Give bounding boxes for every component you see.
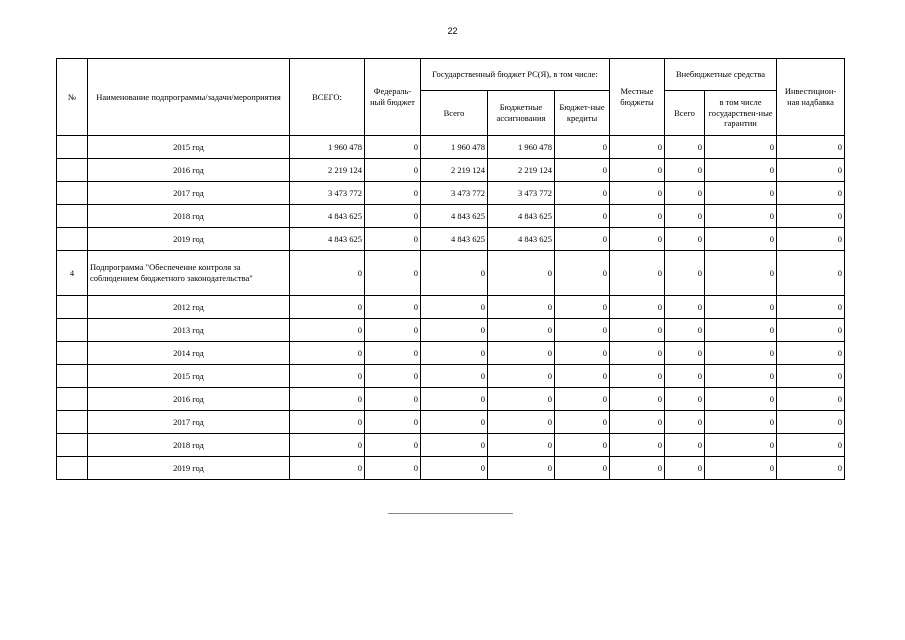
amount-cell: 0 [665,457,705,480]
amount-cell: 0 [610,411,665,434]
amount-cell: 0 [290,365,365,388]
amount-cell: 0 [610,434,665,457]
amount-cell: 0 [665,342,705,365]
amount-cell: 0 [555,457,610,480]
row-number [57,365,88,388]
amount-cell: 0 [290,388,365,411]
amount-cell: 0 [777,182,845,205]
table-row [57,365,845,388]
amount-cell: 0 [610,365,665,388]
amount-cell: 0 [555,296,610,319]
amount-cell: 4 843 625 [290,205,365,228]
amount-cell: 0 [555,319,610,342]
amount-cell: 0 [555,159,610,182]
amount-cell: 0 [421,251,488,296]
header-local-budgets: Местные бюджеты [610,59,665,136]
amount-cell: 0 [610,342,665,365]
amount-cell: 0 [488,342,555,365]
amount-cell: 1 960 478 [488,136,555,159]
subprogram-name: Подпрограмма "Обеспечение контроля за соблюдением бюджетного законодательства" [88,251,290,296]
amount-cell: 0 [665,319,705,342]
year-label: 2018 год [88,205,290,228]
row-number [57,411,88,434]
amount-cell: 0 [365,319,421,342]
year-label: 2017 год [88,182,290,205]
amount-cell: 0 [705,434,777,457]
row-number [57,182,88,205]
amount-cell: 0 [488,411,555,434]
header-investment-premium: Инвестицион-ная надбавка [777,59,845,136]
amount-cell: 0 [488,434,555,457]
amount-cell: 0 [365,136,421,159]
amount-cell: 0 [290,434,365,457]
amount-cell: 0 [421,296,488,319]
amount-cell: 0 [665,182,705,205]
amount-cell: 0 [488,365,555,388]
amount-cell: 0 [610,388,665,411]
amount-cell: 0 [555,365,610,388]
amount-cell: 0 [777,434,845,457]
table-row [57,296,845,319]
year-label: 2018 год [88,434,290,457]
amount-cell: 0 [290,411,365,434]
amount-cell: 0 [777,228,845,251]
row-number [57,342,88,365]
table-row [57,342,845,365]
amount-cell: 0 [705,182,777,205]
year-label: 2015 год [88,365,290,388]
amount-cell: 0 [421,365,488,388]
amount-cell: 0 [705,251,777,296]
amount-cell: 0 [705,205,777,228]
amount-cell: 2 219 124 [488,159,555,182]
amount-cell: 0 [488,296,555,319]
amount-cell: 0 [290,342,365,365]
row-number [57,388,88,411]
table-row [57,411,845,434]
amount-cell: 0 [665,411,705,434]
amount-cell: 0 [290,319,365,342]
amount-cell: 0 [777,342,845,365]
amount-cell: 4 843 625 [421,205,488,228]
amount-cell: 0 [665,228,705,251]
amount-cell: 0 [365,296,421,319]
amount-cell: 0 [705,228,777,251]
row-number: 4 [57,251,88,296]
header-federal-budget: Федераль-ный бюджет [365,59,421,136]
row-number [57,136,88,159]
row-number [57,434,88,457]
amount-cell: 0 [488,319,555,342]
amount-cell: 0 [555,136,610,159]
amount-cell: 3 473 772 [290,182,365,205]
amount-cell: 0 [705,136,777,159]
table-row [57,159,845,182]
year-label: 2016 год [88,388,290,411]
amount-cell: 0 [777,296,845,319]
amount-cell: 0 [777,457,845,480]
table-row [57,228,845,251]
amount-cell: 0 [610,296,665,319]
row-number [57,296,88,319]
amount-cell: 0 [665,205,705,228]
amount-cell: 0 [777,205,845,228]
amount-cell: 4 843 625 [488,228,555,251]
header-extra-guarantees: в том числе государствен-ные гарантии [705,91,777,136]
amount-cell: 0 [705,365,777,388]
amount-cell: 0 [365,434,421,457]
amount-cell: 0 [555,411,610,434]
amount-cell: 0 [421,457,488,480]
amount-cell: 0 [365,251,421,296]
table-body [57,136,845,480]
year-label: 2012 год [88,296,290,319]
amount-cell: 0 [365,205,421,228]
amount-cell: 1 960 478 [290,136,365,159]
row-number [57,159,88,182]
amount-cell: 0 [555,205,610,228]
amount-cell: 0 [555,388,610,411]
header-name: Наименование подпрограммы/задачи/мероприятия [88,59,290,136]
amount-cell: 0 [777,159,845,182]
amount-cell: 0 [610,205,665,228]
amount-cell: 0 [777,136,845,159]
amount-cell: 0 [665,159,705,182]
amount-cell: 0 [705,411,777,434]
amount-cell: 3 473 772 [488,182,555,205]
amount-cell: 2 219 124 [290,159,365,182]
amount-cell: 4 843 625 [488,205,555,228]
amount-cell: 0 [488,457,555,480]
amount-cell: 0 [665,251,705,296]
amount-cell: 0 [365,159,421,182]
amount-cell: 0 [610,159,665,182]
amount-cell: 0 [365,365,421,388]
amount-cell: 0 [777,388,845,411]
amount-cell: 0 [610,136,665,159]
amount-cell: 0 [610,319,665,342]
amount-cell: 0 [777,251,845,296]
amount-cell: 0 [665,296,705,319]
row-number [57,457,88,480]
table-row [57,205,845,228]
row-number [57,228,88,251]
table-row [57,251,845,296]
amount-cell: 0 [421,388,488,411]
header-state-total: Всего [421,91,488,136]
amount-cell: 0 [365,342,421,365]
amount-cell: 0 [705,342,777,365]
amount-cell: 0 [777,319,845,342]
amount-cell: 0 [610,251,665,296]
header-state-allocations: Бюджетные ассигнования [488,91,555,136]
amount-cell: 0 [555,342,610,365]
table-row [57,457,845,480]
header-state-budget: Государственный бюджет РС(Я), в том числе: [421,59,610,91]
amount-cell: 4 843 625 [421,228,488,251]
table-row [57,182,845,205]
amount-cell: 3 473 772 [421,182,488,205]
header-extrabudgetary: Внебюджетные средства [665,59,777,91]
amount-cell: 0 [705,319,777,342]
amount-cell: 0 [705,388,777,411]
amount-cell: 0 [290,296,365,319]
amount-cell: 0 [555,251,610,296]
amount-cell: 0 [705,296,777,319]
header-number: № [57,59,88,136]
table-row [57,434,845,457]
amount-cell: 0 [705,457,777,480]
amount-cell: 0 [555,228,610,251]
row-number [57,205,88,228]
amount-cell: 0 [365,388,421,411]
budget-table [56,58,845,480]
year-label: 2015 год [88,136,290,159]
amount-cell: 0 [421,342,488,365]
amount-cell: 0 [290,251,365,296]
header-extra-total: Всего [665,91,705,136]
year-label: 2013 год [88,319,290,342]
amount-cell: 0 [610,228,665,251]
amount-cell: 0 [421,434,488,457]
amount-cell: 0 [365,457,421,480]
amount-cell: 0 [290,457,365,480]
amount-cell: 0 [365,228,421,251]
amount-cell: 1 960 478 [421,136,488,159]
amount-cell: 0 [665,136,705,159]
amount-cell: 2 219 124 [421,159,488,182]
row-number [57,319,88,342]
year-label: 2016 год [88,159,290,182]
amount-cell: 0 [421,319,488,342]
year-label: 2019 год [88,228,290,251]
footnote-divider [388,513,513,514]
amount-cell: 0 [488,388,555,411]
header-state-credits: Бюджет-ные кредиты [555,91,610,136]
year-label: 2017 год [88,411,290,434]
amount-cell: 0 [665,388,705,411]
table-row [57,388,845,411]
amount-cell: 0 [365,182,421,205]
amount-cell: 0 [610,182,665,205]
year-label: 2014 год [88,342,290,365]
amount-cell: 0 [665,434,705,457]
amount-cell: 0 [365,411,421,434]
table-row [57,319,845,342]
amount-cell: 0 [705,159,777,182]
amount-cell: 0 [665,365,705,388]
amount-cell: 4 843 625 [290,228,365,251]
amount-cell: 0 [421,411,488,434]
year-label: 2019 год [88,457,290,480]
page-number: 22 [447,26,458,36]
amount-cell: 0 [777,411,845,434]
amount-cell: 0 [555,182,610,205]
amount-cell: 0 [777,365,845,388]
table-row [57,136,845,159]
header-total: ВСЕГО: [290,59,365,136]
amount-cell: 0 [555,434,610,457]
amount-cell: 0 [488,251,555,296]
amount-cell: 0 [610,457,665,480]
